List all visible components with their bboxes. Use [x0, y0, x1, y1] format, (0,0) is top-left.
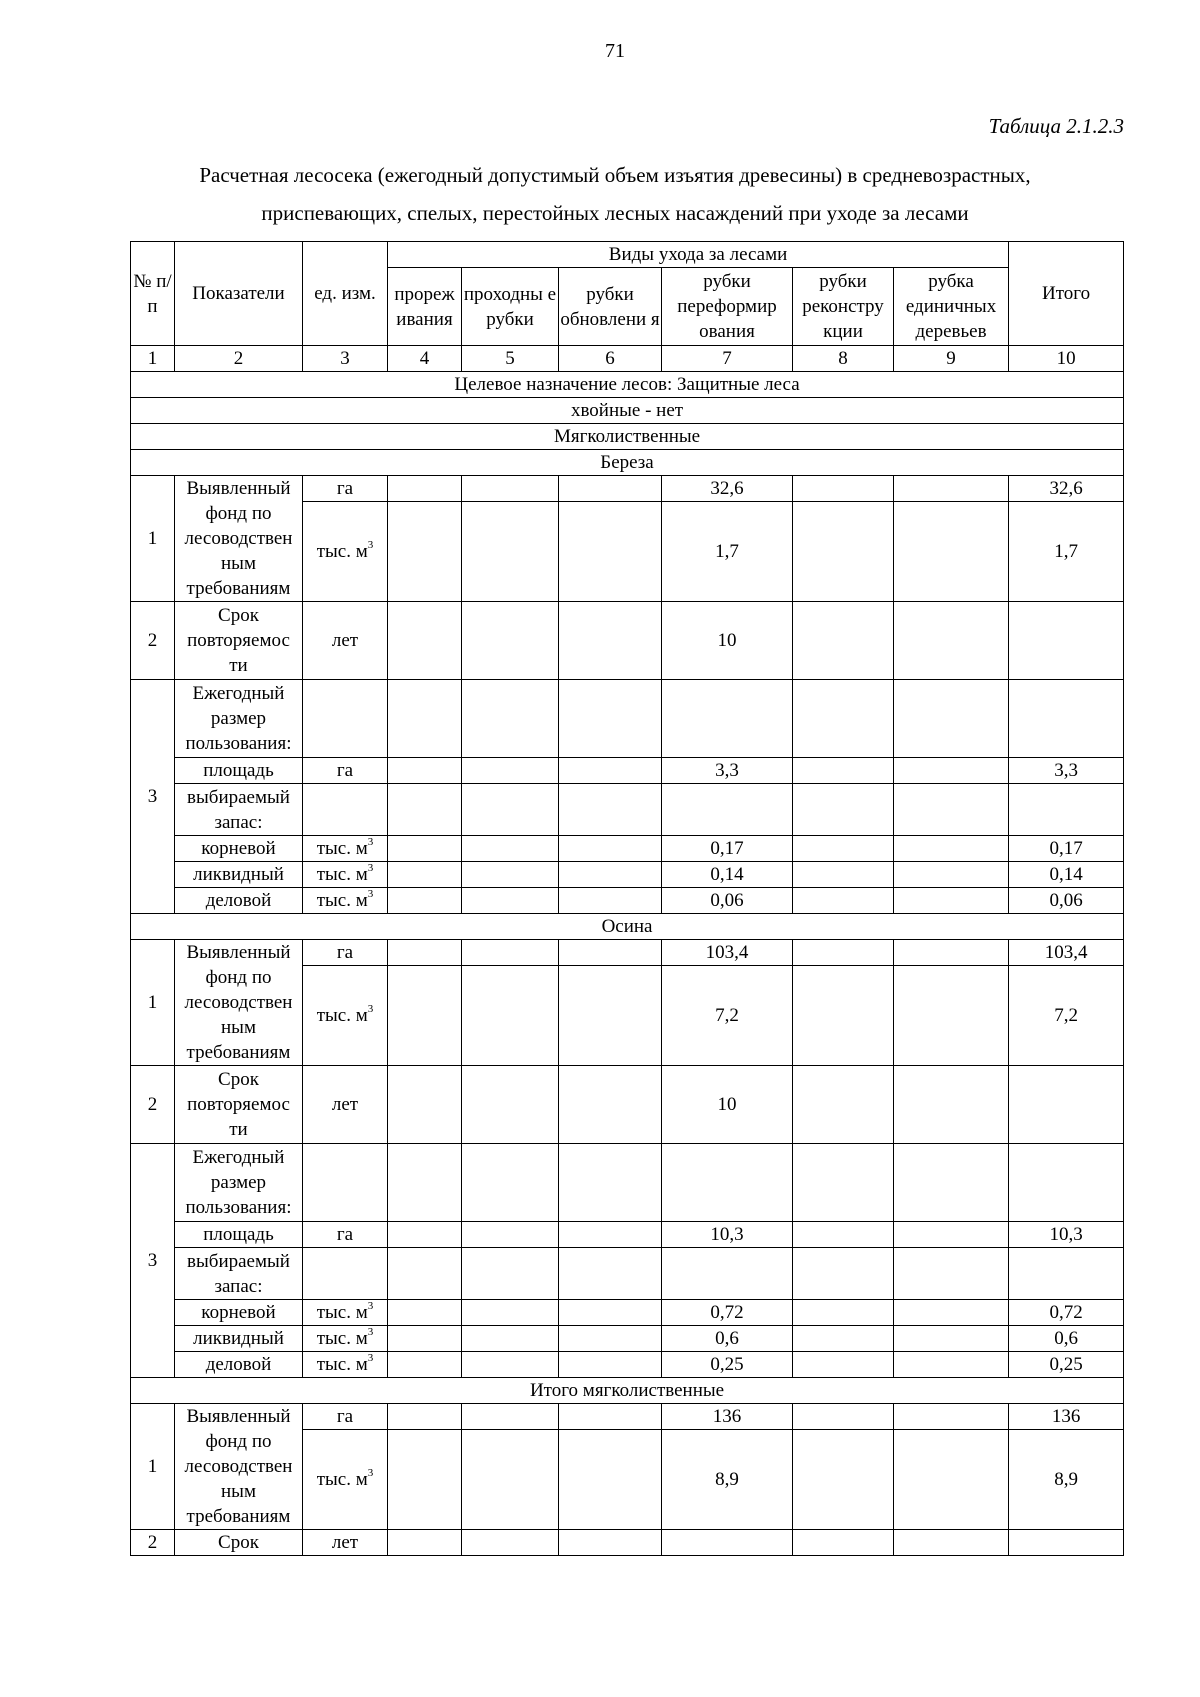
empty-cell: [559, 1248, 662, 1300]
empty-cell: [793, 862, 894, 888]
empty-cell: [462, 966, 559, 1066]
unit-ha: га: [303, 476, 388, 502]
header-indicators: Показатели: [175, 242, 303, 346]
empty-cell: [793, 836, 894, 862]
birch-fund-m3-total: 1,7: [1009, 502, 1124, 602]
empty-cell: [388, 680, 462, 758]
empty-cell: [462, 1352, 559, 1378]
aspen-fund-ha: 103,4: [662, 940, 793, 966]
section-softwood-total: Итого мягколиственные: [131, 1378, 1124, 1404]
header-unit: ед. изм.: [303, 242, 388, 346]
empty-cell: [462, 1066, 559, 1144]
empty-cell: [559, 1144, 662, 1222]
empty-cell: [462, 1300, 559, 1326]
empty-cell: [462, 476, 559, 502]
birch-fund-ha: 32,6: [662, 476, 793, 502]
empty-cell: [559, 1222, 662, 1248]
empty-cell: [894, 1300, 1009, 1326]
empty-cell: [793, 1404, 894, 1430]
empty-cell: [793, 784, 894, 836]
empty-cell: [793, 966, 894, 1066]
empty-cell: [793, 888, 894, 914]
empty-cell: [793, 1300, 894, 1326]
empty-cell: [793, 1352, 894, 1378]
aspen-fund-ha-total: 103,4: [1009, 940, 1124, 966]
unit-thousand-m3: тыс. $м^3$: [303, 1326, 388, 1352]
row-label-identified-fund: Выявленный фонд по лесоводствен ным требованиям: [175, 940, 303, 1066]
row-number: 3: [131, 680, 175, 914]
empty-cell: [662, 1530, 793, 1556]
empty-cell: [894, 784, 1009, 836]
empty-cell: [894, 940, 1009, 966]
unit-ha: га: [303, 1222, 388, 1248]
col-number: 10: [1009, 346, 1124, 372]
empty-cell: [388, 862, 462, 888]
aspen-fund-m3: 7,2: [662, 966, 793, 1066]
empty-cell: [462, 680, 559, 758]
empty-cell: [388, 1248, 462, 1300]
unit-years: лет: [303, 602, 388, 680]
caption-line-1: Расчетная лесосека (ежегодный допустимый объем изъятия древесины) в средневозрастных,: [199, 163, 1031, 187]
caption-line-2: приспевающих, спелых, перестойных лесных насаждений при уходе за лесами: [261, 201, 969, 225]
col-number: 7: [662, 346, 793, 372]
empty-cell: [303, 1248, 388, 1300]
empty-cell: [388, 1066, 462, 1144]
row-number: 2: [131, 1066, 175, 1144]
empty-cell: [793, 758, 894, 784]
empty-cell: [894, 1530, 1009, 1556]
header-col-single-trees: рубка единичных деревьев: [894, 268, 1009, 346]
col-number: 1: [131, 346, 175, 372]
row-label-identified-fund: Выявленный фонд по лесоводствен ным требованиям: [175, 476, 303, 602]
empty-cell: [462, 1326, 559, 1352]
row-label-liquid: ликвидный: [175, 1326, 303, 1352]
empty-cell: [388, 940, 462, 966]
empty-cell: [559, 1430, 662, 1530]
empty-cell: [388, 1530, 462, 1556]
empty-cell: [559, 1530, 662, 1556]
col-number: 3: [303, 346, 388, 372]
table-caption: [0, 156, 1200, 232]
header-col-renewal: рубки обновлени я: [559, 268, 662, 346]
header-col-reconstruction: рубки реконстру кции: [793, 268, 894, 346]
empty-cell: [388, 1430, 462, 1530]
row-number: 1: [131, 476, 175, 602]
empty-cell: [662, 680, 793, 758]
aspen-area-total: 10,3: [1009, 1222, 1124, 1248]
empty-cell: [559, 888, 662, 914]
birch-business-total: 0,06: [1009, 888, 1124, 914]
birch-area-total: 3,3: [1009, 758, 1124, 784]
unit-ha: га: [303, 1404, 388, 1430]
page-number: 71: [605, 40, 625, 62]
aspen-root-total: 0,72: [1009, 1300, 1124, 1326]
softwood-total-fund-m3-total: 8,9: [1009, 1430, 1124, 1530]
col-number: 8: [793, 346, 894, 372]
birch-root: 0,17: [662, 836, 793, 862]
empty-cell: [662, 1144, 793, 1222]
unit-ha: га: [303, 940, 388, 966]
unit-thousand-m3: тыс. $м^3$: [303, 862, 388, 888]
unit-years: лет: [303, 1530, 388, 1556]
row-label-root: корневой: [175, 836, 303, 862]
empty-cell: [662, 1248, 793, 1300]
unit-ha: га: [303, 758, 388, 784]
aspen-period: 10: [662, 1066, 793, 1144]
empty-cell: [894, 836, 1009, 862]
section-conifer: хвойные - нет: [131, 398, 1124, 424]
row-label-business: деловой: [175, 888, 303, 914]
row-label-repeat-period: Срок повторяемос ти: [175, 602, 303, 680]
row-label-root: корневой: [175, 1300, 303, 1326]
empty-cell: [1009, 1530, 1124, 1556]
section-birch: Береза: [131, 450, 1124, 476]
unit-thousand-m3: тыс. $м^3$: [303, 888, 388, 914]
row-number: 2: [131, 1530, 175, 1556]
col-number: 4: [388, 346, 462, 372]
empty-cell: [388, 476, 462, 502]
empty-cell: [462, 1222, 559, 1248]
empty-cell: [894, 1066, 1009, 1144]
empty-cell: [894, 1144, 1009, 1222]
empty-cell: [559, 784, 662, 836]
empty-cell: [793, 1066, 894, 1144]
empty-cell: [894, 476, 1009, 502]
empty-cell: [303, 1144, 388, 1222]
aspen-fund-m3-total: 7,2: [1009, 966, 1124, 1066]
empty-cell: [388, 966, 462, 1066]
empty-cell: [462, 758, 559, 784]
aspen-liquid: 0,6: [662, 1326, 793, 1352]
empty-cell: [388, 1222, 462, 1248]
unit-thousand-m3: тыс. $м^3$: [303, 502, 388, 602]
empty-cell: [462, 502, 559, 602]
empty-cell: [462, 602, 559, 680]
header-total: Итого: [1009, 242, 1124, 346]
row-number: 1: [131, 1404, 175, 1530]
empty-cell: [462, 784, 559, 836]
empty-cell: [388, 1404, 462, 1430]
birch-area: 3,3: [662, 758, 793, 784]
birch-fund-m3: 1,7: [662, 502, 793, 602]
empty-cell: [462, 940, 559, 966]
empty-cell: [793, 476, 894, 502]
col-number: 5: [462, 346, 559, 372]
empty-cell: [894, 680, 1009, 758]
aspen-business-total: 0,25: [1009, 1352, 1124, 1378]
row-label-area: площадь: [175, 1222, 303, 1248]
empty-cell: [388, 1352, 462, 1378]
empty-cell: [462, 1144, 559, 1222]
aspen-liquid-total: 0,6: [1009, 1326, 1124, 1352]
empty-cell: [388, 888, 462, 914]
empty-cell: [894, 602, 1009, 680]
empty-cell: [662, 784, 793, 836]
birch-liquid-total: 0,14: [1009, 862, 1124, 888]
empty-cell: [559, 862, 662, 888]
col-number: 9: [894, 346, 1009, 372]
row-label-annual-size: Ежегодный размер пользования:: [175, 680, 303, 758]
empty-cell: [1009, 602, 1124, 680]
section-aspen: Осина: [131, 914, 1124, 940]
softwood-total-fund-ha-total: 136: [1009, 1404, 1124, 1430]
row-label-annual-size: Ежегодный размер пользования:: [175, 1144, 303, 1222]
header-col-passage: проходны е рубки: [462, 268, 559, 346]
row-number: 2: [131, 602, 175, 680]
empty-cell: [388, 1144, 462, 1222]
softwood-total-fund-m3: 8,9: [662, 1430, 793, 1530]
empty-cell: [462, 1430, 559, 1530]
empty-cell: [793, 1144, 894, 1222]
empty-cell: [894, 966, 1009, 1066]
empty-cell: [559, 1066, 662, 1144]
empty-cell: [388, 836, 462, 862]
row-label-business: деловой: [175, 1352, 303, 1378]
unit-years: лет: [303, 1066, 388, 1144]
empty-cell: [559, 1404, 662, 1430]
empty-cell: [894, 862, 1009, 888]
birch-business: 0,06: [662, 888, 793, 914]
col-number: 6: [559, 346, 662, 372]
empty-cell: [894, 758, 1009, 784]
empty-cell: [559, 836, 662, 862]
empty-cell: [793, 680, 894, 758]
header-num: № п/п: [131, 242, 175, 346]
empty-cell: [793, 502, 894, 602]
empty-cell: [793, 940, 894, 966]
birch-root-total: 0,17: [1009, 836, 1124, 862]
unit-thousand-m3: тыс. $м^3$: [303, 1300, 388, 1326]
empty-cell: [462, 1530, 559, 1556]
empty-cell: [894, 502, 1009, 602]
empty-cell: [388, 758, 462, 784]
empty-cell: [303, 784, 388, 836]
empty-cell: [894, 1430, 1009, 1530]
empty-cell: [793, 1530, 894, 1556]
empty-cell: [462, 1404, 559, 1430]
empty-cell: [559, 1300, 662, 1326]
empty-cell: [559, 502, 662, 602]
empty-cell: [1009, 680, 1124, 758]
header-col-reformation: рубки переформир ования: [662, 268, 793, 346]
empty-cell: [303, 680, 388, 758]
empty-cell: [793, 1326, 894, 1352]
empty-cell: [793, 1222, 894, 1248]
empty-cell: [793, 1430, 894, 1530]
empty-cell: [1009, 1248, 1124, 1300]
empty-cell: [894, 1222, 1009, 1248]
empty-cell: [388, 784, 462, 836]
empty-cell: [462, 1248, 559, 1300]
row-label-harvest-stock: выбираемый запас:: [175, 784, 303, 836]
table-label: Таблица 2.1.2.3: [988, 114, 1124, 138]
unit-thousand-m3: тыс. $м^3$: [303, 836, 388, 862]
birch-fund-ha-total: 32,6: [1009, 476, 1124, 502]
empty-cell: [894, 1352, 1009, 1378]
empty-cell: [894, 1248, 1009, 1300]
empty-cell: [894, 888, 1009, 914]
row-label-liquid: ликвидный: [175, 862, 303, 888]
empty-cell: [793, 1248, 894, 1300]
aspen-root: 0,72: [662, 1300, 793, 1326]
row-label-repeat-period: Срок повторяемос ти: [175, 1066, 303, 1144]
empty-cell: [388, 602, 462, 680]
section-softwood: Мягколиственные: [131, 424, 1124, 450]
empty-cell: [1009, 1066, 1124, 1144]
harvest-table: [130, 241, 1124, 1556]
empty-cell: [388, 502, 462, 602]
empty-cell: [462, 862, 559, 888]
empty-cell: [462, 888, 559, 914]
aspen-area: 10,3: [662, 1222, 793, 1248]
empty-cell: [559, 602, 662, 680]
empty-cell: [1009, 1144, 1124, 1222]
aspen-business: 0,25: [662, 1352, 793, 1378]
empty-cell: [462, 836, 559, 862]
row-number: 1: [131, 940, 175, 1066]
empty-cell: [388, 1300, 462, 1326]
row-label-harvest-stock: выбираемый запас:: [175, 1248, 303, 1300]
empty-cell: [559, 1352, 662, 1378]
unit-thousand-m3: тыс. $м^3$: [303, 1430, 388, 1530]
empty-cell: [1009, 784, 1124, 836]
header-care-types: Виды ухода за лесами: [388, 242, 1009, 268]
empty-cell: [559, 940, 662, 966]
header-col-thinning: прореж ивания: [388, 268, 462, 346]
empty-cell: [559, 476, 662, 502]
unit-thousand-m3: тыс. $м^3$: [303, 966, 388, 1066]
empty-cell: [388, 1326, 462, 1352]
empty-cell: [559, 758, 662, 784]
empty-cell: [793, 602, 894, 680]
empty-cell: [559, 680, 662, 758]
empty-cell: [894, 1404, 1009, 1430]
row-label-repeat-period-short: Срок: [175, 1530, 303, 1556]
unit-thousand-m3: тыс. $м^3$: [303, 1352, 388, 1378]
col-number: 2: [175, 346, 303, 372]
row-label-identified-fund: Выявленный фонд по лесоводствен ным требованиям: [175, 1404, 303, 1530]
empty-cell: [894, 1326, 1009, 1352]
birch-period: 10: [662, 602, 793, 680]
section-purpose: Целевое назначение лесов: Защитные леса: [131, 372, 1124, 398]
softwood-total-fund-ha: 136: [662, 1404, 793, 1430]
birch-liquid: 0,14: [662, 862, 793, 888]
row-number: 3: [131, 1144, 175, 1378]
empty-cell: [559, 1326, 662, 1352]
empty-cell: [559, 966, 662, 1066]
row-label-area: площадь: [175, 758, 303, 784]
